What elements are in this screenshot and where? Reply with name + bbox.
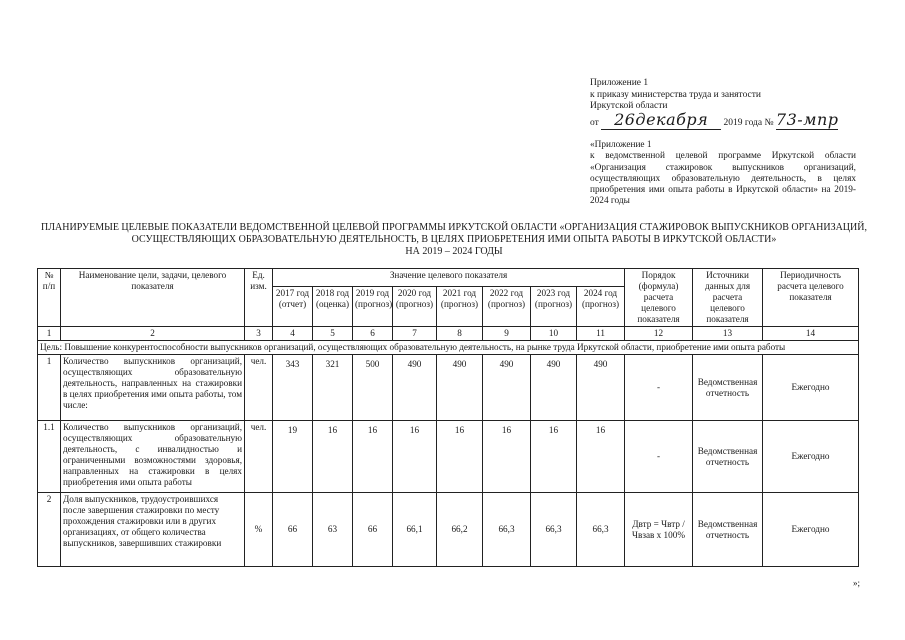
row-name: Доля выпускников, трудоустроившихся после завершения стажировки по месту прохождения стажировки или в других организациях, от общего количества выпускников, завершивших стажировки — [61, 493, 245, 567]
appendix-date-line — [590, 109, 839, 131]
program-appendix-note — [590, 140, 856, 208]
row-value-2023: 490 — [531, 355, 577, 421]
header-num: № п/п — [38, 269, 61, 327]
appendix-header — [590, 78, 838, 130]
row-source: Ведомственная отчетность — [693, 421, 763, 493]
header-year-2023: 2023 год (прогноз) — [531, 287, 577, 327]
table-row — [38, 493, 859, 567]
col-number: 14 — [763, 327, 859, 341]
row-value-2019: 16 — [353, 421, 393, 493]
title-line-1: ПЛАНИРУЕМЫЕ ЦЕЛЕВЫЕ ПОКАЗАТЕЛИ ВЕДОМСТВЕННОЙ ЦЕЛЕВОЙ ПРОГРАММЫ ИРКУТСКОЙ ОБЛАСТИ «ОРГАНИЗАЦИЯ СТАЖИРОВОК ВЫПУСКНИКОВ ОРГАНИЗАЦИЙ, — [41, 222, 867, 233]
col-number: 8 — [437, 327, 483, 341]
header-unit: Ед. изм. — [245, 269, 273, 327]
program-appendix-title: «Приложение 1 — [590, 140, 652, 150]
goal-row — [38, 341, 859, 355]
row-value-2020: 66,1 — [393, 493, 437, 567]
row-value-2024: 490 — [577, 355, 625, 421]
appendix-title: Приложение 1 — [590, 78, 649, 88]
from-label: от — [590, 117, 599, 128]
header-name: Наименование цели, задачи, целевого показателя — [61, 269, 245, 327]
row-value-2018: 321 — [313, 355, 353, 421]
row-value-2023: 16 — [531, 421, 577, 493]
appendix-region-line: Иркутской области — [590, 101, 668, 111]
row-source: Ведомственная отчетность — [693, 493, 763, 567]
number-field — [775, 109, 839, 131]
row-value-2017: 19 — [273, 421, 313, 493]
row-value-2022: 490 — [483, 355, 531, 421]
col-number: 10 — [531, 327, 577, 341]
row-value-2024: 16 — [577, 421, 625, 493]
row-value-2017: 343 — [273, 355, 313, 421]
row-value-2021: 16 — [437, 421, 483, 493]
row-period: Ежегодно — [763, 421, 859, 493]
col-number: 6 — [353, 327, 393, 341]
col-number: 9 — [483, 327, 531, 341]
row-formula: - — [625, 355, 693, 421]
row-value-2019: 500 — [353, 355, 393, 421]
header-year-2020: 2020 год (прогноз) — [393, 287, 437, 327]
row-value-2017: 66 — [273, 493, 313, 567]
col-number: 11 — [577, 327, 625, 341]
header-year-2017: 2017 год (отчет) — [273, 287, 313, 327]
header-year-2021: 2021 год (прогноз) — [437, 287, 483, 327]
col-number: 3 — [245, 327, 273, 341]
row-value-2022: 66,3 — [483, 493, 531, 567]
header-value-group: Значение целевого показателя — [273, 269, 625, 287]
header-year-2022: 2022 год (прогноз) — [483, 287, 531, 327]
row-period: Ежегодно — [763, 355, 859, 421]
document-title — [24, 222, 884, 258]
date-field — [601, 109, 721, 131]
row-value-2021: 490 — [437, 355, 483, 421]
row-unit: % — [245, 493, 273, 567]
col-number: 12 — [625, 327, 693, 341]
column-numbers-row — [38, 327, 859, 341]
row-unit: чел. — [245, 421, 273, 493]
header-row-1 — [38, 269, 859, 287]
row-num: 1 — [38, 355, 61, 421]
row-value-2019: 66 — [353, 493, 393, 567]
row-source: Ведомственная отчетность — [693, 355, 763, 421]
row-formula: - — [625, 421, 693, 493]
row-num: 2 — [38, 493, 61, 567]
header-year-2018: 2018 год (оценка) — [313, 287, 353, 327]
program-appendix-body: к ведомственной целевой программе Иркутской области «Организация стажировок выпускников организаций, осуществляющих образовательную деятельность, в целях приобретения ими опыта работы в Иркутской области» на 2019-2024 годы — [590, 151, 856, 207]
table-row — [38, 355, 859, 421]
row-period: Ежегодно — [763, 493, 859, 567]
row-unit: чел. — [245, 355, 273, 421]
goal-text: Цель: Повышение конкурентоспособности выпускников организаций, осуществляющих образовательную деятельность, на рынке труда Иркутской области, приобретение ими опыта работы — [38, 341, 859, 355]
row-name: Количество выпускников организаций, осуществляющих образовательную деятельность, с инвалидностью и ограниченными возможностями здоровья, направленных на стажировки в целях приобретения ими опыта работы — [61, 421, 245, 493]
row-formula: Двтр = Чвтр / Чвзав х 100% — [625, 493, 693, 567]
col-number: 1 — [38, 327, 61, 341]
row-value-2020: 16 — [393, 421, 437, 493]
row-value-2023: 66,3 — [531, 493, 577, 567]
row-num: 1.1 — [38, 421, 61, 493]
row-value-2022: 16 — [483, 421, 531, 493]
handwritten-date: 26декабря — [614, 109, 709, 129]
row-value-2024: 66,3 — [577, 493, 625, 567]
col-number: 5 — [313, 327, 353, 341]
col-number: 4 — [273, 327, 313, 341]
indicators-table — [37, 268, 859, 567]
title-line-3: НА 2019 – 2024 ГОДЫ — [405, 246, 503, 257]
row-value-2020: 490 — [393, 355, 437, 421]
row-value-2018: 16 — [313, 421, 353, 493]
handwritten-number: 73-мпр — [775, 109, 839, 129]
title-line-2: ОСУЩЕСТВЛЯЮЩИХ ОБРАЗОВАТЕЛЬНУЮ ДЕЯТЕЛЬНОСТЬ, В ЦЕЛЯХ ПРИОБРЕТЕНИЯ ИМИ ОПЫТА РАБОТЫ В ИРКУТСКОЙ ОБЛАСТИ» — [131, 234, 777, 245]
appendix-order-line: к приказу министерства труда и занятости — [590, 89, 762, 100]
year-label: 2019 года № — [723, 117, 774, 128]
header-sources: Источники данных для расчета целевого показателя — [693, 269, 763, 327]
col-number: 7 — [393, 327, 437, 341]
row-value-2018: 63 — [313, 493, 353, 567]
header-period: Периодичность расчета целевого показателя — [763, 269, 859, 327]
col-number: 2 — [61, 327, 245, 341]
header-year-2024: 2024 год (прогноз) — [577, 287, 625, 327]
closing-quote-mark: »; — [853, 578, 861, 588]
row-value-2021: 66,2 — [437, 493, 483, 567]
row-name: Количество выпускников организаций, осуществляющих образовательную деятельность, направленных на стажировки в целях приобретения ими опыта работы, том числе: — [61, 355, 245, 421]
header-year-2019: 2019 год (прогноз) — [353, 287, 393, 327]
header-formula: Порядок (формула) расчета целевого показателя — [625, 269, 693, 327]
table-row — [38, 421, 859, 493]
col-number: 13 — [693, 327, 763, 341]
